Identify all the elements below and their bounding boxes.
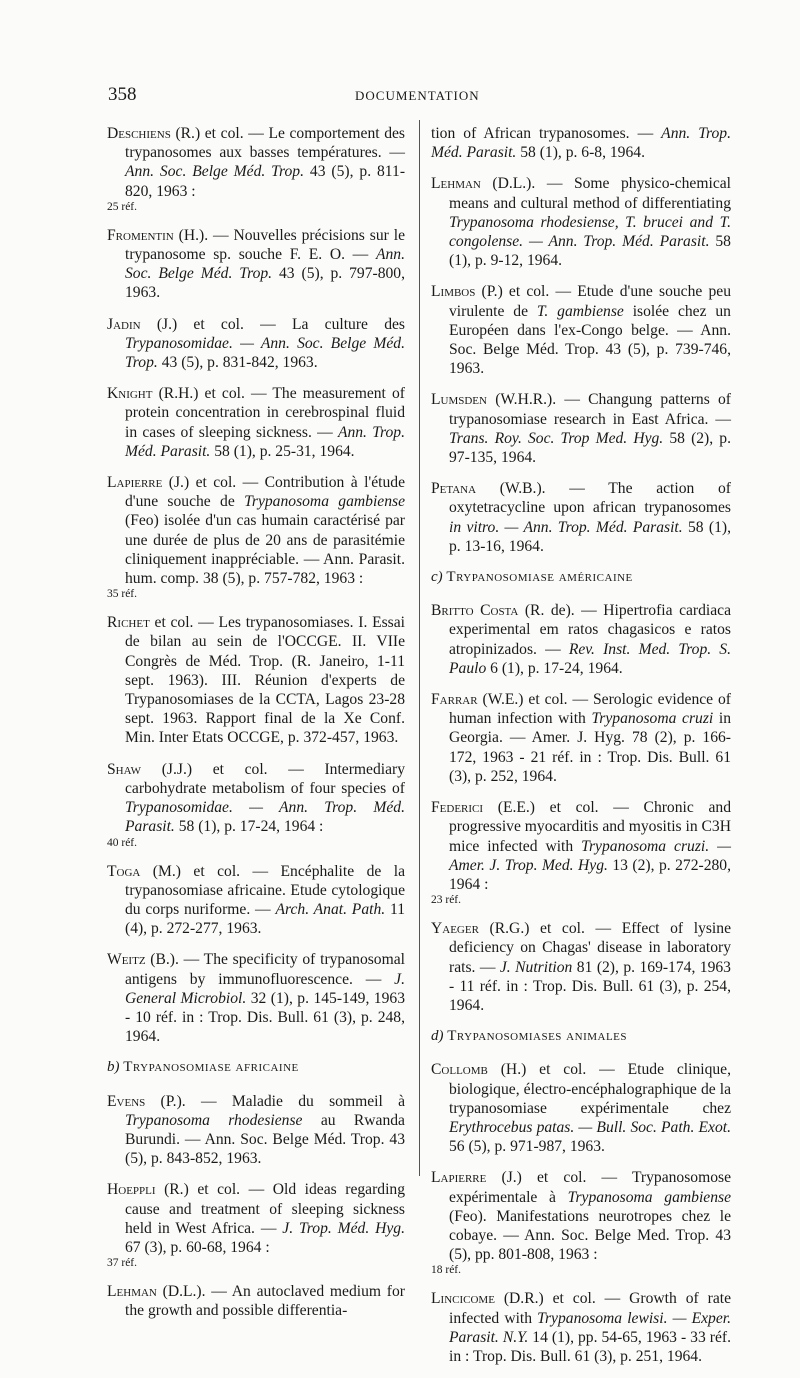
- reference-entry: [107, 384, 405, 461]
- reference-journal: Rev. Inst. Med. Trop. S. Paulo: [449, 640, 732, 677]
- reference-text: (J.) et col. — Trypanosomose expérimentale à: [449, 1169, 731, 1206]
- reference-entry: [107, 124, 405, 214]
- reference-continuation: [431, 124, 731, 162]
- reference-text: (J.J.) et col. — Intermediary carbohydrate metabolism of four species of: [125, 760, 405, 797]
- reference-author: Lehman: [107, 1283, 157, 1301]
- reference-author: Yaeger: [431, 920, 479, 938]
- reference-note: 37 réf.: [107, 1257, 138, 1270]
- reference-entry: [107, 1180, 405, 1270]
- reference-citation: 58 (1), p. 25-31, 1964.: [210, 442, 355, 460]
- reference-text: (R.) et col. — Old ideas regarding cause and treatment of sleeping sickness held in West Africa. —: [125, 1181, 405, 1237]
- reference-entry: [107, 613, 405, 747]
- reference-journal: J. Trop. Méd. Hyg.: [282, 1219, 406, 1237]
- reference-author: Britto Costa: [431, 602, 519, 620]
- reference-text: (J.) et col. — Contribution à l'étude d'une souche de: [125, 474, 405, 511]
- reference-citation: 58 (2), p. 97-135, 1964.: [449, 429, 731, 467]
- reference-journal: Erythrocebus patas. — Bull. Soc. Path. Exot.: [449, 1118, 731, 1136]
- section-title: Trypanosomiase africaine: [123, 1059, 299, 1076]
- reference-entry: [431, 282, 731, 378]
- reference-note: 23 réf.: [431, 894, 462, 907]
- section-heading: [431, 568, 731, 587]
- reference-citation: 58 (1), p. 9-12, 1964.: [449, 233, 731, 270]
- reference-entry: [431, 1060, 731, 1156]
- reference-author: Petana: [431, 480, 477, 498]
- reference-entry: [107, 315, 405, 373]
- reference-journal: Arch. Anat. Path.: [275, 900, 386, 918]
- section-title: Trypanosomiase américaine: [446, 569, 633, 586]
- reference-author: Deschiens: [107, 125, 171, 142]
- reference-journal: Trypanosoma rhodesiense: [125, 1111, 303, 1129]
- reference-citation: (Feo). Manifestations neurotropes chez le cobaye. — Ann. Soc. Belge Med. Trop. 43 (5), pp. 801-808, 1963 :: [449, 1207, 731, 1264]
- reference-citation: 43 (5), p. 797-800, 1963.: [125, 265, 405, 302]
- reference-text: (D.R.) et col. — Growth of rate infected with: [449, 1290, 731, 1327]
- reference-citation: 43 (5), p. 811-820, 1963 :: [125, 163, 406, 200]
- reference-entry: [107, 473, 405, 601]
- reference-author: Richet: [107, 614, 150, 632]
- reference-entry: [431, 1289, 731, 1366]
- reference-text: (E.E.) et col. — Chronic and progressive myocarditis and myositis in C3H mice infected with: [449, 799, 731, 855]
- reference-journal: Trypanosoma cruzi: [591, 710, 714, 728]
- reference-citation: 58 (1), p. 13-16, 1964.: [449, 518, 731, 555]
- reference-text: (D.L.). — Some physico-chemical means and cultural method of differentiating: [449, 175, 731, 212]
- page-number: 358: [108, 84, 137, 105]
- reference-citation: 32 (1), p. 145-149, 1963 - 10 réf. in : Trop. Dis. Bull. 61 (3), p. 248, 1964.: [125, 989, 405, 1046]
- reference-journal: Trypanosomidae. — Ann. Trop. Méd. Parasit.: [125, 799, 405, 836]
- reference-author: Knight: [107, 385, 153, 403]
- reference-author: Collomb: [431, 1061, 488, 1079]
- reference-text: (H.) et col. — Etude clinique, biologique, électro-encéphalographique de la trypanosomiase expérimentale chez: [449, 1061, 731, 1117]
- reference-text: (R.) et col. — Le comportement des trypanosomes aux basses températures. —: [125, 125, 405, 162]
- reference-journal: Ann. Trop. Méd. Parasit.: [431, 125, 731, 162]
- reference-journal: Trans. Roy. Soc. Trop Med. Hyg.: [449, 429, 664, 447]
- reference-citation: 81 (2), p. 169-174, 1963 - 11 réf. in : Trop. Dis. Bull. 61 (3), p. 254, 1964.: [449, 958, 731, 1014]
- reference-entry: [107, 1092, 405, 1169]
- reference-text: (M.) et col. — Encéphalite de la trypanosomiase africaine. Etude cytologique du corps nuriforme. —: [125, 862, 405, 918]
- reference-citation: 56 (5), p. 971-987, 1963.: [449, 1138, 605, 1156]
- reference-journal: Ann. Soc. Belge Méd. Trop.: [125, 163, 304, 181]
- reference-citation: (Feo) isolée d'un cas humain caractérisé par une durée de plus de 20 ans de parasitémie cliniquement inappréciable. — Ann. Parasit. hum. comp. 38 (5), p. 757-782, 1963 :: [125, 512, 405, 588]
- reference-author: Lapierre: [431, 1169, 487, 1187]
- reference-note: 35 réf.: [107, 588, 138, 601]
- reference-citation: 13 (2), p. 272-280, 1964 :: [449, 856, 732, 893]
- reference-citation: in Georgia. — Amer. J. Hyg. 78 (2), p. 166-172, 1963 - 21 réf. in : Trop. Dis. Bull. 61 (3), p. 252, 1964.: [449, 710, 731, 785]
- reference-entry: [431, 601, 731, 678]
- reference-text: (W.E.) et col. — Serologic evidence of human infection with: [449, 691, 731, 728]
- reference-author: Lehman: [431, 175, 481, 193]
- reference-text: (R.H.) et col. — The measurement of protein concentration in cerebrospinal fluid in cases of sleeping sickness. —: [125, 385, 405, 441]
- reference-author: Federici: [431, 799, 484, 817]
- reference-journal: Trypanosomidae. — Ann. Soc. Belge Méd. Trop.: [125, 334, 405, 372]
- reference-text: tion of African trypanosomes. —: [431, 125, 662, 142]
- right-column: [431, 124, 731, 1378]
- reference-journal: Trypanosoma gambiense: [567, 1188, 731, 1206]
- reference-text: (P.) et col. — Etude d'une souche peu virulente de: [449, 283, 731, 320]
- reference-author: Lumsden: [431, 391, 487, 409]
- reference-entry: [107, 862, 405, 939]
- reference-journal: Ann. Trop. Méd. Parasit.: [125, 423, 405, 460]
- reference-text: (W.B.). — The action of oxytetracycline upon african trypanosomes: [449, 480, 731, 517]
- reference-entry: [431, 390, 731, 467]
- reference-note: 40 réf.: [107, 836, 138, 849]
- reference-author: Shaw: [107, 760, 142, 778]
- reference-text: (H.). — Nouvelles précisions sur le trypanosome sp. souche F. E. O. —: [125, 226, 405, 264]
- reference-citation: 43 (5), p. 831-842, 1963.: [157, 354, 318, 372]
- reference-entry: [107, 1282, 405, 1320]
- reference-citation: 6 (1), p. 17-24, 1964.: [486, 659, 623, 677]
- reference-journal: J. General Microbiol.: [125, 970, 405, 1007]
- left-column: [107, 124, 405, 1333]
- reference-author: Hoeppli: [107, 1181, 156, 1199]
- reference-text: (D.L.). — An autoclaved medium for the growth and possible differentia-: [125, 1283, 405, 1320]
- section-heading: [107, 1058, 405, 1077]
- reference-entry: [431, 919, 731, 1015]
- reference-journal: Trypanosoma rhodesiense, T. brucei and T. congolense. — Ann. Trop. Méd. Parasit.: [449, 213, 731, 251]
- reference-entry: [431, 798, 731, 907]
- reference-entry: [431, 479, 731, 556]
- reference-citation: isolée chez un Européen dans l'ex-Congo belge. — Ann. Soc. Belge Méd. Trop. 43 (5), p. 739-746, 1963.: [449, 302, 731, 378]
- reference-journal: Ann. Soc. Belge Méd. Trop.: [125, 246, 405, 283]
- reference-text: (P.). — Maladie du sommeil à: [145, 1092, 405, 1110]
- reference-entry: [107, 950, 405, 1046]
- reference-entry: [431, 174, 731, 270]
- reference-text: (R. de). — Hipertrofia cardiaca experimental em ratos chagasicos e ratos atropinizados. —: [449, 602, 731, 658]
- reference-journal: in vitro. — Ann. Trop. Méd. Parasit.: [449, 518, 683, 536]
- running-head: DOCUMENTATION: [355, 88, 480, 103]
- reference-journal: T. gambiense: [536, 302, 624, 320]
- reference-journal: Trypanosoma cruzi. — Amer. J. Trop. Med. Hyg.: [449, 837, 731, 874]
- section-letter: d): [431, 1028, 444, 1045]
- reference-text: (W.H.R.). — Changung patterns of trypanosomiase research in East Africa. —: [449, 391, 731, 428]
- reference-entry: [431, 1168, 731, 1277]
- reference-note: 25 réf.: [107, 200, 138, 213]
- reference-author: Lapierre: [107, 474, 163, 492]
- reference-author: Toga: [107, 862, 141, 880]
- reference-entry: [431, 690, 731, 786]
- section-letter: c): [431, 569, 443, 586]
- reference-text: (B.). — The specificity of trypanosomal antigens by immunofluorescence. —: [125, 951, 405, 988]
- reference-author: Lincicome: [431, 1290, 495, 1308]
- reference-author: Farrar: [431, 691, 478, 709]
- column-divider: [419, 120, 420, 1176]
- reference-entry: [107, 226, 405, 303]
- reference-text: (J.) et col. — La culture des: [140, 315, 405, 333]
- reference-entry: [107, 760, 405, 850]
- reference-citation: 11 (4), p. 272-277, 1963.: [125, 900, 406, 938]
- reference-note: 18 réf.: [431, 1264, 462, 1277]
- reference-author: Evens: [107, 1092, 146, 1110]
- reference-author: Jadin: [107, 315, 141, 333]
- reference-citation: 58 (1), p. 6-8, 1964.: [516, 144, 645, 162]
- reference-journal: Trypanosoma lewisi. — Exper. Parasit. N.Y.: [449, 1309, 731, 1346]
- section-title: Trypanosomiases animales: [447, 1028, 628, 1045]
- reference-journal: Trypanosoma gambiense: [244, 493, 405, 511]
- reference-author: Weitz: [107, 951, 146, 969]
- section-heading: [431, 1027, 731, 1046]
- reference-author: Fromentin: [107, 226, 174, 244]
- reference-citation: 58 (1), p. 17-24, 1964 :: [174, 818, 324, 836]
- reference-text: (R.G.) et col. — Effect of lysine deficiency on Chagas' disease in laboratory rats. —: [449, 920, 731, 976]
- reference-text: et col. — Les trypanosomiases. I. Essai de bilan au sein de l'OCCGE. II. VIIe Congrès de Méd. Trop. (R. Janeiro, 1-11 sept. 1963). III. Réunion d'experts de Trypanosomiases de la CCTA, Lagos 23-28 sept. 1963. Rapport final de la Xe Conf. Min. Inter Etats OCCGE, p. 372-457, 1963.: [125, 614, 405, 747]
- reference-citation: 14 (1), pp. 54-65, 1963 - 33 réf. in : Trop. Dis. Bull. 61 (3), p. 251, 1964.: [449, 1328, 731, 1365]
- reference-citation: au Rwanda Burundi. — Ann. Soc. Belge Méd. Trop. 43 (5), p. 843-852, 1963.: [125, 1111, 405, 1168]
- reference-author: Limbos: [431, 283, 476, 301]
- reference-citation: 67 (3), p. 60-68, 1964 :: [125, 1238, 270, 1256]
- section-letter: b): [107, 1059, 120, 1076]
- reference-journal: J. Nutrition: [499, 958, 573, 976]
